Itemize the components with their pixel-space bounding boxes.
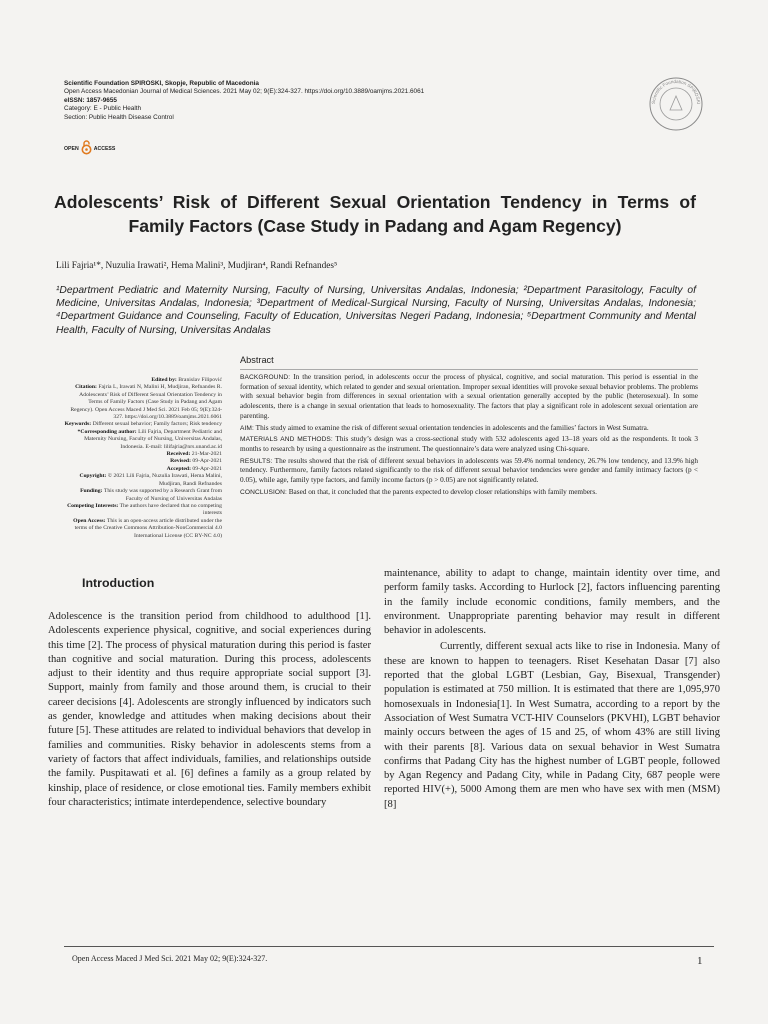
author-list: Lili Fajria¹*, Nuzulia Irawati², Hema Malini³, Mudjiran⁴, Randi Refnandes⁵ (56, 261, 338, 271)
citation: Citation: Fajria L, Irawati N, Malini H, Mudjiran, Refnandes R. Adolescents’ Risk of Different Sexual Orientation Tendency in Terms of Family Factors (Case Study in Padang and Agam Regency). Open Access Maced J Med Sci. 2021 Feb 05; 9(E):324-327. https://doi.org/10.3889/oamjms.2021.6061 (70, 384, 222, 421)
copyright: Copyright: © 2021 Lili Fajria, Nuzulia Irawati, Hema Malini, Mudjiran, Randi Refnandes (79, 473, 222, 487)
foundation-seal-icon (648, 76, 704, 132)
funding: Funding: This study was supported by a Research Grant from Faculty of Nursing of Universitas Andalas (80, 488, 222, 502)
introduction-left-column (48, 610, 371, 810)
corresponding-author: *Corresponding author: Lili Fajria, Department Pediatric and Maternity Nursing, Faculty of Nursing, Universitas Andalas, Indonesia. E-mail: lilifajria@nrs.unand.ac.id (77, 428, 222, 450)
abstract-heading: Abstract (240, 355, 274, 365)
category-line: Category: E - Public Health (64, 105, 142, 113)
section-line: Section: Public Health Disease Control (64, 113, 174, 121)
received-date: Received: 21-Mar-2021 (166, 451, 222, 458)
publisher-line: Scientific Foundation SPIROSKI, Skopje, Republic of Macedonia (64, 80, 259, 87)
introduction-paragraph-2: maintenance, ability to adapt to change, maintain identity over time, and perform family tasks. According to Hurlock [2], factors influencing parenting in the family include economic conditions, family members, and the environment. Unappropriate parenting behavior may result in different behavior in adolescents. (384, 568, 720, 637)
abstract-background: BACKGROUND: In the transition period, in adolescents occur the process of physical, cognitive, and social maturation. This period is essential in the formation of sexual identity, which related to gender and sexual orientation. Improper sexual identities will provoke sexual behavior problems. The problems with sexual behavior begin from differences in sexual orientation with a sexual orientation generally accepted by the public (heterosexual). In some adolescents, there is a change in sexual orientation that leads to homosexuality. The factors that play a significant role in adolescent sexual orientation are parenting. (240, 373, 699, 420)
footer-citation: Open Access Maced J Med Sci. 2021 May 02; 9(E):324-327. (72, 954, 268, 963)
abstract-methods: MATERIALS AND METHODS: This study’s design was a cross-sectional study with 532 adolescents aged 13–18 years old as the respondents. It took 3 months to research by using a questionnaire as the instrument. The questionnaire’s data were analyzed using Chi-square. (240, 435, 698, 453)
abstract-conclusion: CONCLUSION: Based on that, it concluded that the parents expected to develop closer relationships with family members. (240, 487, 597, 496)
abstract-aim: AIM: This study aimed to examine the risk of different sexual orientation tendencies in adolescents and the families’ factors in West Sumatra. (240, 423, 649, 432)
journal-citation-line: Open Access Macedonian Journal of Medical Sciences. 2021 May 02; 9(E):324-327. https://doi.org/10.3889/oamjms.2021.6061 (64, 88, 425, 96)
abstract-body (240, 373, 698, 499)
open-lock-icon (81, 139, 92, 160)
edited-by: Edited by: Branislav Filipović (151, 377, 222, 383)
affiliations: ¹Department Pediatric and Maternity Nursing, Faculty of Nursing, Universitas Andalas, Indonesia; ²Department Parasitology, Faculty of Medicine, Universitas Andalas, Indonesia; ³Department of Medical-Surgical Nursing, Faculty of Nursing, Universitas Andalas, Indonesia; ⁴Department Guidance and Counseling, Faculty of Education, Universitas Negeri Padang, Indonesia; ⁵Department Community and Mental Health, Faculty of Nursing, Universitas Andalas (56, 285, 696, 336)
article-metadata-sidebar (64, 377, 222, 540)
competing-interests: Competing Interests: The authors have declared that no competing interests (67, 502, 222, 517)
footer-divider (64, 946, 714, 947)
page-number: 1 (697, 955, 703, 967)
accepted-date: Accepted: 09-Apr-2021 (166, 465, 222, 472)
abstract-results: RESULTS: The results showed that the risk of different sexual behaviors in adolescents was 59.4% normal tendency, 26.7% low tendency, and 13.9% high tendency. Furthermore, family factors related significantly to the risk of different sexual behavior tendencies were gender and family intimacy factors (p < 0.05), while age, family type factors, and family income factors (p > 0.05) are not significantly related. (240, 456, 699, 485)
journal-header (64, 80, 424, 122)
svg-text:Scientific Foundation SPIROSKI (651, 79, 701, 104)
eissn-line: eISSN: 1857-9655 (64, 96, 117, 104)
open-access-right-word: ACCESS (93, 146, 116, 152)
revised-date: Revised: 09-Apr-2021 (170, 458, 222, 465)
article-title: Adolescents’ Risk of Different Sexual Orientation Tendency in Terms of Family Factors (Case Study in Padang and Agam Regency) (54, 192, 696, 236)
open-access-logo (64, 140, 115, 158)
abstract-divider (240, 369, 698, 370)
seal-text: Scientific Foundation SPIROSKI (650, 78, 702, 105)
open-access-left-word: OPEN (64, 146, 79, 152)
introduction-heading: Introduction (82, 576, 155, 590)
keywords: Keywords: Different sexual behavior; Family factors; Risk tendency (64, 421, 222, 428)
introduction-paragraph-3: Currently, different sexual acts like to rise in Indonesia. Many of these are known to happen to teenagers. Riset Kesehatan Dasar [7] also reported that the global LGBT (Lesbian, Gay, Bisexual, Transgender) population is estimated at 750 million. It is estimated that there are 1,095,970 homosexuals in Indonesia[1]. In West Sumatra, according to a report by the Association of West Sumatra VCT-HIV Counselors (PKVHI), LGBT behavior mainly occurs between the ages of 15 and 25, of whom 43% are still living with their parents [8]. Various data on sexual behavior in West Sumatra confirms that Padang City has the highest number of LGBT people, followed by Agan Regency and Padang City, while in Padang City, 687 people were reported HIV(+), 5000 Among them are men who have sex with men (MSM) [8] (384, 641, 720, 810)
introduction-right-column (384, 567, 720, 812)
introduction-paragraph-1: Adolescence is the transition period from childhood to adulthood [1]. Adolescents experience physical, cognitive, and social experiences during this time [2]. The process of physical maturation during this period is faster than cognitive and social maturation. During this process, adolescents adjust to their identity and thus require appropriate social support [3]. Support, mainly from family and those around them, is crucial to their career decisions [4]. Adolescents are strongly influenced by indicators such as gender, knowledge and attitudes when making decisions about their future [5]. These attitudes are related to individual behaviors that develop in families and communities. Risky behavior in adolescents stems from a variety of factors that affect individuals, families, and relationships outside the family. Puspitawati et al. [6] defines a family as a group related by kinship, place of residence, or close emotional ties. Family members exhibit four characteristics; intimate interdependence, selective boundary (48, 611, 371, 808)
open-access-license: Open Access: This is an open-access article distributed under the terms of the Creative Commons Attribution-NonCommercial 4.0 International License (CC BY-NC 4.0) (73, 517, 222, 539)
